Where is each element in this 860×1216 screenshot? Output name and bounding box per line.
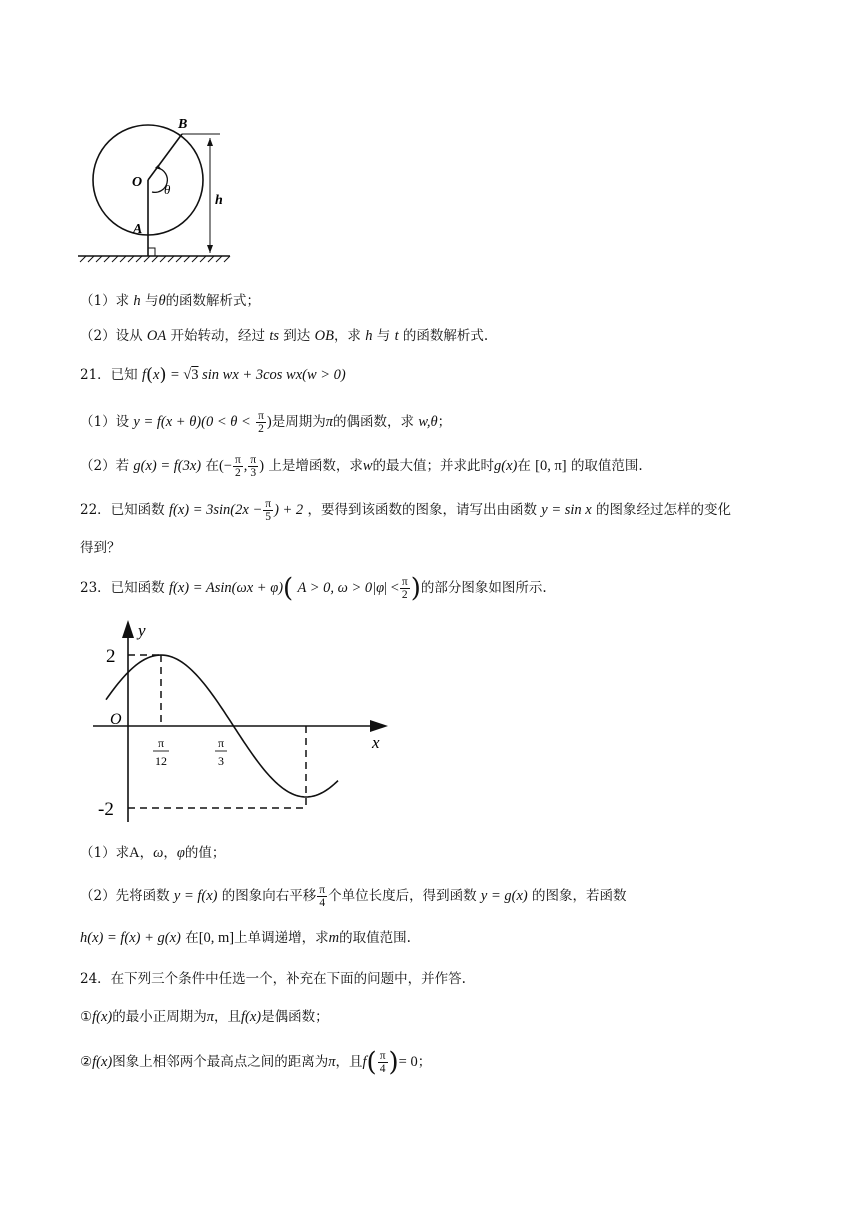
- q23-part3: h(x) = f(x) + g(x) 在[0, m]上单调递增，求m的取值范围.: [80, 930, 411, 946]
- q24-condition-2: ②f(x)图象上相邻两个最高点之间的距离为π，且f( $\frac{\pi}{4}$ )= 0；: [80, 1047, 432, 1078]
- q24-statement: 24．在下列三个条件中任选一个，补充在下面的问题中，并作答.: [80, 971, 466, 987]
- circle-height-figure: [70, 110, 240, 270]
- tick-pi-12-den: 12: [155, 754, 167, 768]
- x-axis-label: x: [372, 733, 380, 752]
- q21-part2: （2）若 g(x) = f(3x) 在(− $\frac{\pi}{2}$ , $\frac{\pi}{3}$ ) 上是增函数，求w的最大值；并求此时g(x)在 [0, π] 的取值范围.: [80, 454, 643, 479]
- q24-condition-1: ①f(x)的最小正周期为π，且f(x)是偶函数；: [80, 1009, 329, 1025]
- y-max-label: 2: [106, 646, 116, 667]
- origin-label: O: [110, 711, 122, 728]
- q20-part1: （1）求 h 与θ的函数解析式；: [80, 293, 261, 309]
- tick-pi-3-num: π: [217, 736, 225, 750]
- q21-part1: （1）设 y = f(x + θ)(0 < θ < $\frac{\pi}{2}$ )是周期为π的偶函数，求 w,θ；: [80, 410, 452, 435]
- q23-part1: （1）求A，ω，φ的值；: [80, 845, 226, 861]
- q22-line2: 得到？: [80, 540, 121, 556]
- tick-pi-12-num: π: [157, 736, 165, 750]
- q21-statement: 21．已知 f(x) = √3 sin wx + 3cos wx(w > 0): [80, 364, 346, 386]
- q23-part2: （2）先将函数 y = f(x) 的图象向右平移 $\frac{\pi}{4}$ 个单位长度后，得到函数 y = g(x) 的图象，若函数: [80, 884, 627, 909]
- y-axis-label: y: [138, 621, 146, 640]
- q23-statement: 23．已知函数 f(x) = Asin(ωx + φ)( A > 0, ω > 0|φ| < $\frac{\pi}{2}$ )的部分图象如图所示.: [80, 573, 547, 604]
- y-min-label: -2: [98, 799, 114, 820]
- label-A: A: [133, 222, 143, 237]
- label-theta: θ: [164, 182, 171, 197]
- q20-part2: （2）设从 OA 开始转动，经过 ts 到达 OB，求 h 与 t 的函数解析式.: [80, 328, 489, 344]
- sine-graph: [88, 612, 398, 832]
- q22-statement: 22．已知函数 f(x) = 3sin(2x − $\frac{\pi}{5}$ ) + 2 ，要得到该函数的图象，请写出由函数 y = sin x 的图象经过怎样的变化: [80, 498, 732, 523]
- label-h: h: [215, 193, 223, 208]
- tick-pi-3-den: 3: [218, 754, 224, 768]
- label-B: B: [178, 117, 188, 132]
- label-O: O: [132, 175, 143, 190]
